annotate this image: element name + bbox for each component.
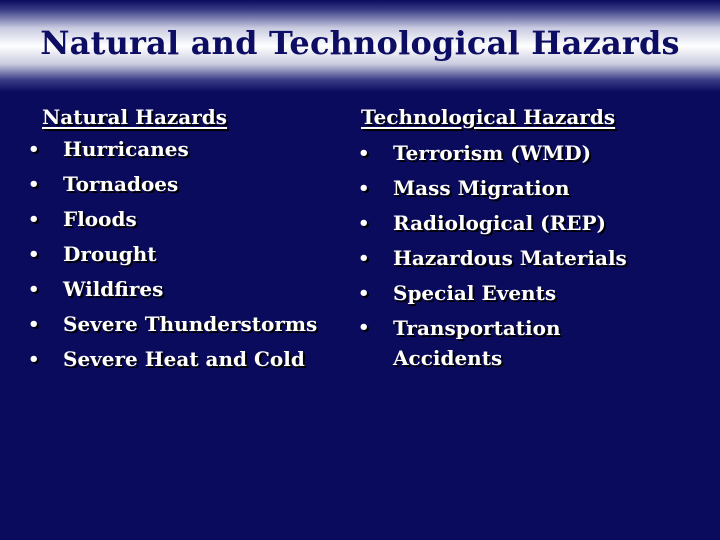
list-item-label: Severe Heat and Cold [63,347,305,371]
list-item [26,342,356,377]
natural-hazards-heading: Natural Hazards [42,105,228,129]
natural-hazards-list [26,132,356,377]
list-item-label: Tornadoes [63,172,179,196]
bullet-icon: • [28,349,40,370]
list-item-label: Severe Thunderstorms [63,312,318,336]
list-item [356,241,706,276]
list-item [26,237,356,272]
technological-hazards-list [356,136,706,373]
list-item-label: Drought [63,242,157,266]
list-item [26,307,356,342]
list-item-label: Wildfires [63,277,164,301]
list-item [26,202,356,237]
list-item [356,276,706,311]
bullet-icon: • [28,279,40,300]
list-item-label: Special Events [393,281,557,305]
list-item-label: Radiological (REP) [393,211,607,235]
bullet-icon: • [28,139,40,160]
title-bar [0,0,720,92]
bullet-icon: • [358,213,370,234]
list-item-label: Terrorism (WMD) [393,141,592,165]
list-item-label: Transportation Accidents [393,316,561,370]
technological-hazards-heading: Technological Hazards [361,105,616,129]
list-item-label: Floods [63,207,137,231]
bullet-icon: • [28,244,40,265]
natural-hazards-column [26,102,356,377]
list-item [26,132,356,167]
bullet-icon: • [358,283,370,304]
bullet-icon: • [28,314,40,335]
list-item-label: Hazardous Materials [393,246,627,270]
list-item [26,167,356,202]
list-item [356,313,623,373]
list-item-label: Mass Migration [393,176,570,200]
list-item [26,272,356,307]
bullet-icon: • [358,178,370,199]
slide-title: Natural and Technological Hazards [40,24,680,62]
list-item-label: Hurricanes [63,137,189,161]
bullet-icon: • [358,317,370,338]
technological-hazards-column [356,102,706,373]
list-item [356,171,706,206]
bullet-icon: • [358,143,370,164]
bullet-icon: • [358,248,370,269]
list-item [356,206,706,241]
bullet-icon: • [28,174,40,195]
list-item [356,136,706,171]
bullet-icon: • [28,209,40,230]
